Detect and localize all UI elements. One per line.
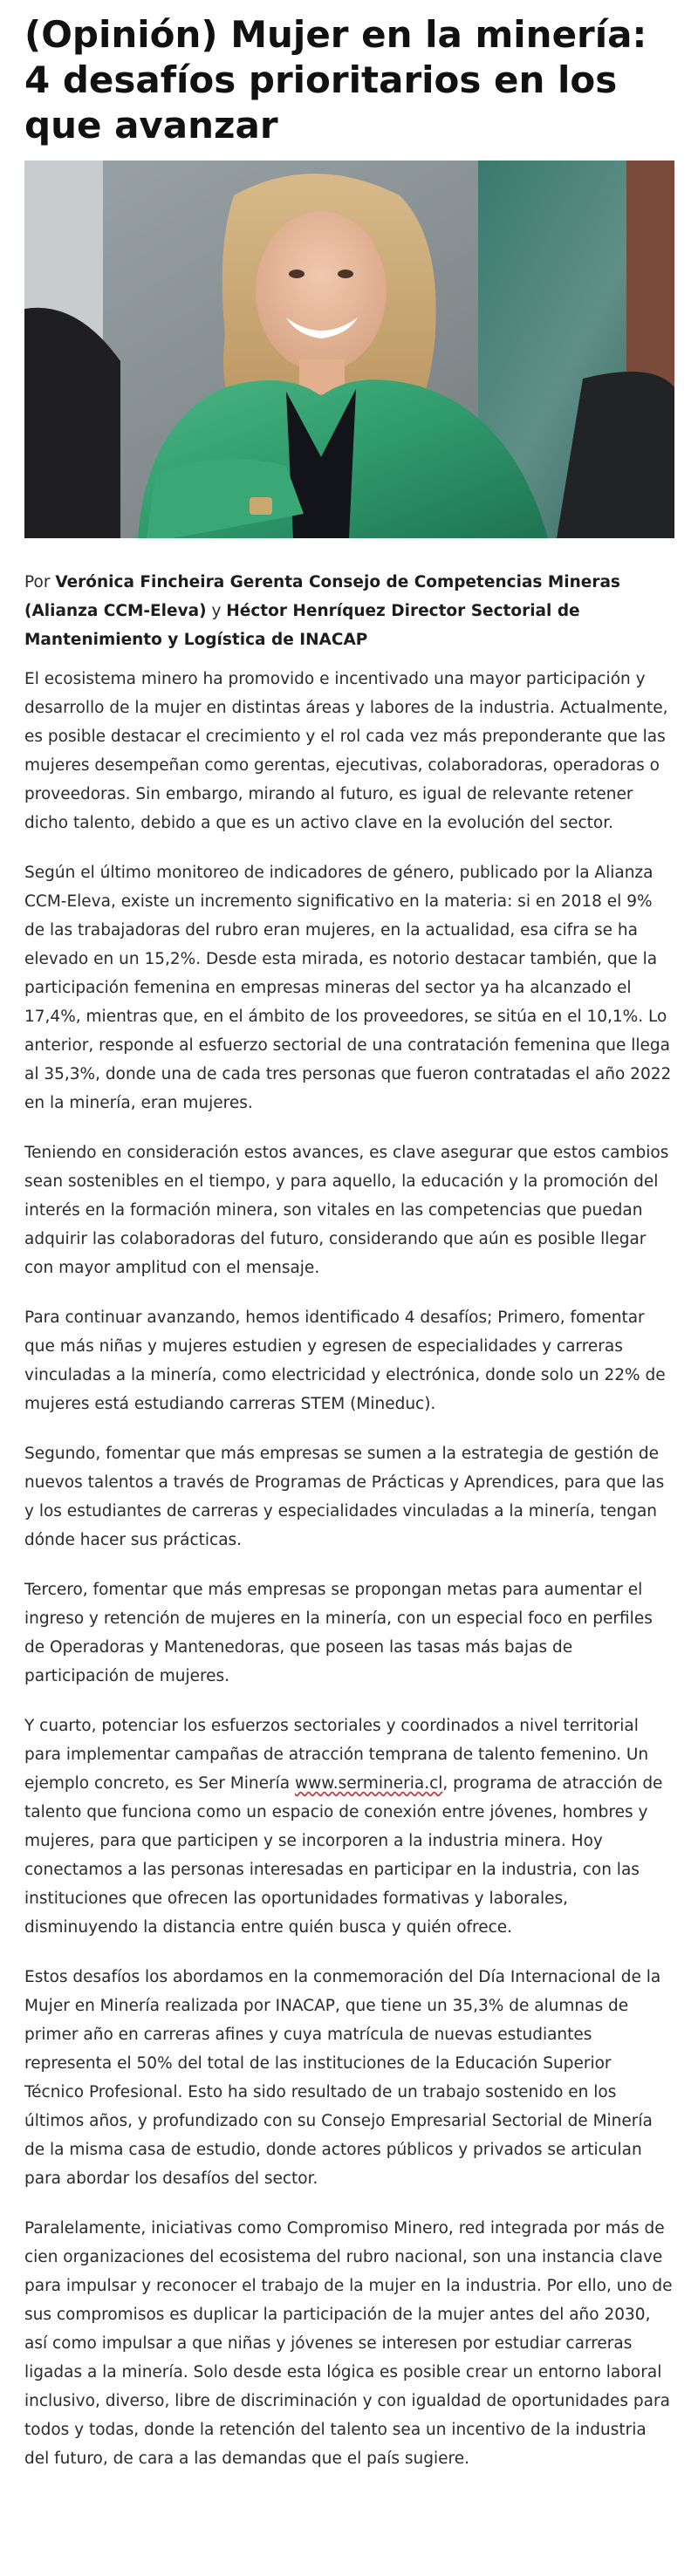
paragraph-7-after: , programa de atracción de talento que funciona como un espacio de conexión entre jóvenes, hombres y mujeres, para que participen y se incorporen a la industria minera. Hoy conectamos a las personas interesadas en participar en la industria, con las instituciones que ofrecen las oportunidades formativas y laborales, disminuyendo la distancia entre quién busca y quién ofrece. <box>24 1774 663 1937</box>
paragraph-5: Segundo, fomentar que más empresas se sumen a la estrategia de gestión de nuevos talentos a través de Programas de Prácticas y Aprendices, para que las y los estudiantes de carreras y especialidades vinculadas a la minería, tengan dónde hacer sus prácticas. <box>24 1445 665 1549</box>
paragraph-2: Según el último monitoreo de indicadores de género, publicado por la Alianza CCM-Eleva, existe un incremento significativo en la materia: si en 2018 el 9% de las trabajadoras del rubro eran mujeres, en la actualidad, esa cifra se ha elevado en un 15,2%. Desde esta mirada, es notorio destacar también, que la participación femenina en empresas mineras del sector ya ha alcanzado el 17,4%, mientras que, en el ámbito de los proveedores, se sitúa en el 10,1%. Lo anterior, responde al esfuerzo sectorial de una contratación femenina que llega al 35,3%, donde una de cada tres personas que fueron contratadas el año 2022 en la minería, eran mujeres. <box>24 864 672 1112</box>
byline <box>24 568 674 654</box>
paragraph-3: Teniendo en consideración estos avances, es clave asegurar que estos cambios sean sostenibles en el tiempo, y para aquello, la educación y la promoción del interés en la formación minera, son vitales en las competencias que puedan adquirir las colaboradoras del futuro, considerando que aún es posible llegar con mayor amplitud con el mensaje. <box>24 1144 669 1277</box>
byline-author-1: Verónica Fincheira Gerenta Consejo de Competencias Mineras (Alianza CCM-Eleva) <box>24 573 620 620</box>
article-title: (Opinión) Mujer en la minería: 4 desafíos prioritarios en los que avanzar <box>24 13 647 147</box>
paragraph-6: Tercero, fomentar que más empresas se propongan metas para aumentar el ingreso y retención de mujeres en la minería, con un especial foco en perfiles de Operadoras y Mantenedoras, que poseen las tasas más bajas de participación de mujeres. <box>24 1581 653 1685</box>
byline-author-2: Héctor Henríquez Director Sectorial de Mantenimiento y Logística de INACAP <box>24 602 580 649</box>
paragraph-7 <box>24 1712 674 1942</box>
paragraph-4: Para continuar avanzando, hemos identificado 4 desafíos; Primero, fomentar que más niñas y mujeres estudien y egresen de especialidades y carreras vinculadas a la minería, como electricidad y electrónica, donde solo un 22% de mujeres está estudiando carreras STEM (Mineduc). <box>24 1308 666 1413</box>
paragraph-1: El ecosistema minero ha promovido e incentivado una mayor participación y desarrollo de la mujer en distintas áreas y labores de la industria. Actualmente, es posible destacar el crecimiento y el rol cada vez más preponderante que las mujeres desempeñan como gerentas, ejecutivas, colaboradoras, operadoras o proveedoras. Sin embargo, mirando al futuro, es igual de relevante retener dicho talento, debido a que es un activo clave en la evolución del sector. <box>24 670 668 832</box>
sermineria-link[interactable]: www.sermineria.cl <box>295 1774 443 1793</box>
paragraph-8: Estos desafíos los abordamos en la conmemoración del Día Internacional de la Mujer en Minería realizada por INACAP, que tiene un 35,3% de alumnas de primer año en carreras afines y cuya matrícula de nuevas estudiantes representa el 50% del total de las instituciones de la Educación Superior Técnico Profesional. Esto ha sido resultado de un trabajo sostenido en los últimos años, y profundizado con su Consejo Empresarial Sectorial de Minería de la misma casa de estudio, donde actores públicos y privados se articulan para abordar los desafíos del sector. <box>24 1968 661 2188</box>
byline-prefix: Por <box>24 573 56 591</box>
paragraph-9: Paralelamente, iniciativas como Compromiso Minero, red integrada por más de cien organizaciones del ecosistema del rubro nacional, son una instancia clave para impulsar y reconocer el trabajo de la mujer en la industria. Por ello, uno de sus compromisos es duplicar la participación de la mujer antes del año 2030, así como impulsar a que niñas y jóvenes se interesen por estudiar carreras ligadas a la minería. Solo desde esta lógica es posible crear un entorno laboral inclusivo, diverso, libre de discriminación y con igualdad de oportunidades para todos y todas, donde la retención del talento sea un incentivo de la industria del futuro, de cara a las demandas que el país sugiere. <box>24 2219 673 2468</box>
paragraph-7-before: Y cuarto, potenciar los esfuerzos sectoriales y coordinados a nivel territorial para implementar campañas de atracción temprana de talento femenino. Un ejemplo concreto, es Ser Minería <box>24 1717 649 1793</box>
byline-connector: y <box>206 602 227 620</box>
hero-photo <box>24 161 674 538</box>
photo-illustration <box>24 161 674 538</box>
